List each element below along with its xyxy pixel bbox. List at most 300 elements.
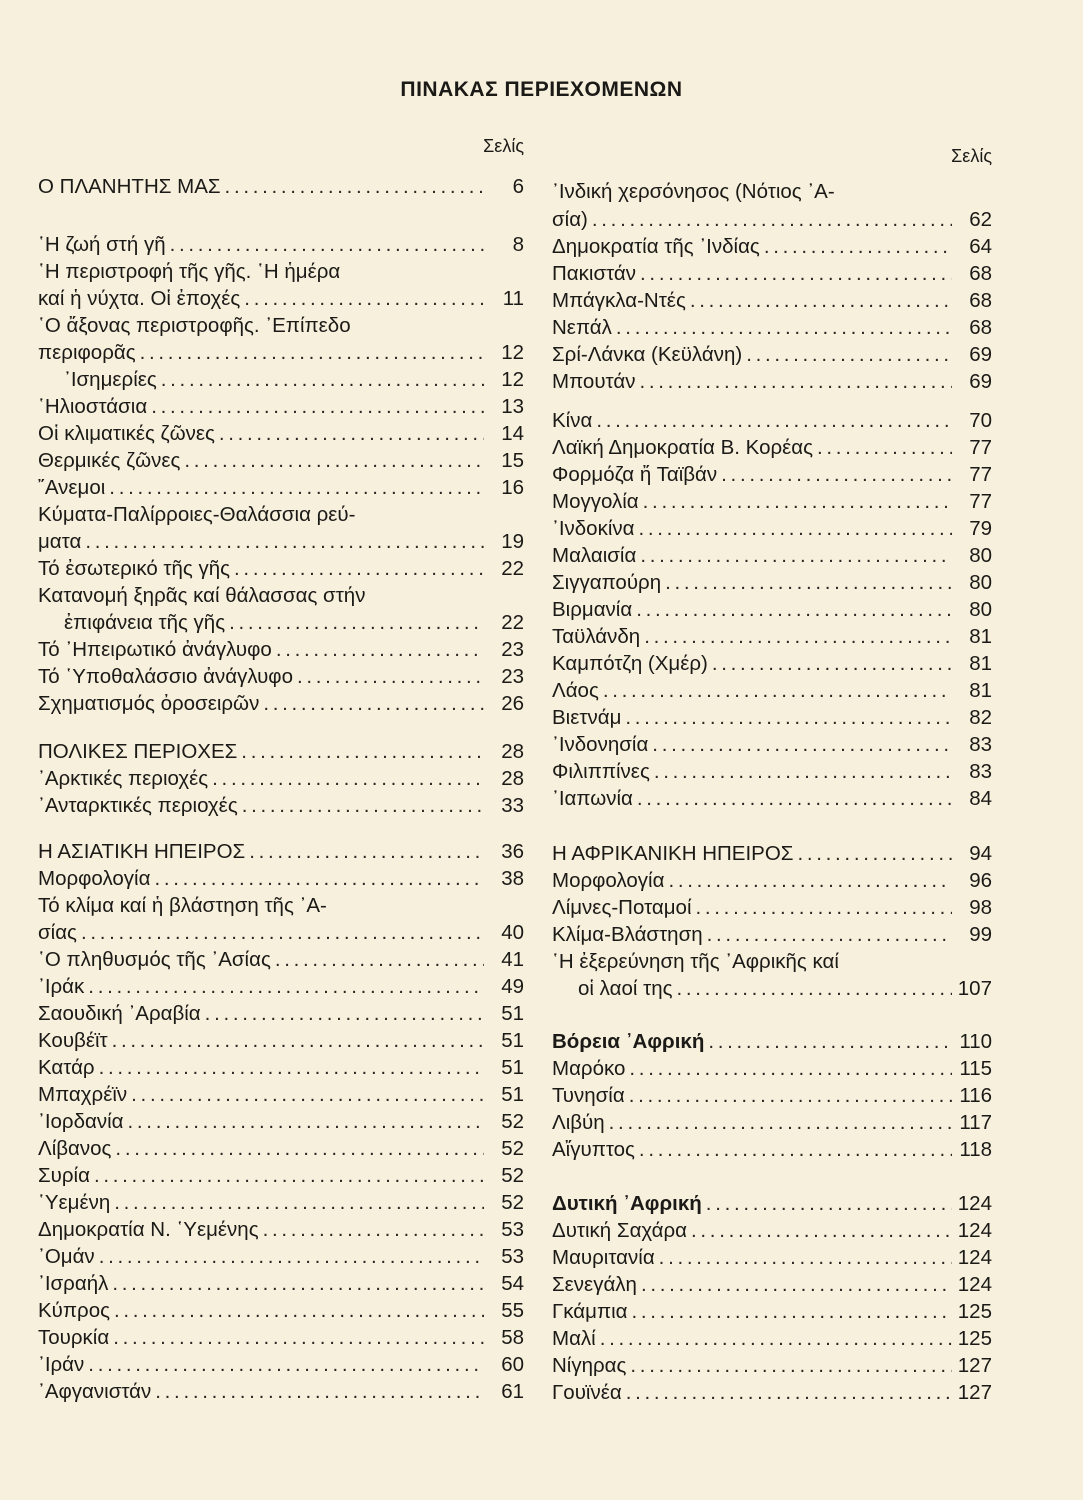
toc-entry bbox=[552, 679, 992, 703]
toc-entry-title: ᾿Ανταρκτικές περιοχές bbox=[38, 794, 238, 817]
dot-leader bbox=[632, 1300, 952, 1324]
toc-entry-title: ῾Η ζωή στή γῆ bbox=[38, 233, 166, 256]
toc-entry-title: Μογγολία bbox=[552, 490, 639, 513]
toc-entry bbox=[552, 463, 992, 487]
toc-entry-title: Κατάρ bbox=[38, 1056, 95, 1079]
page-column-header: Σελίς bbox=[951, 146, 992, 166]
toc-entry-title: Μαυριτανία bbox=[552, 1246, 655, 1269]
toc-entry-page: 96 bbox=[969, 869, 992, 892]
dot-leader bbox=[625, 706, 952, 730]
toc-entry-title: Βόρεια ᾿Αφρική bbox=[552, 1030, 705, 1053]
dot-leader bbox=[629, 1057, 952, 1081]
dot-leader bbox=[639, 517, 953, 541]
dot-leader bbox=[639, 370, 952, 394]
toc-entry-title: Σιγγαπούρη bbox=[552, 571, 662, 594]
toc-entry bbox=[38, 449, 524, 473]
toc-entry bbox=[552, 517, 992, 541]
toc-entry bbox=[38, 557, 524, 581]
toc-entry bbox=[552, 571, 992, 595]
toc-entry-title: ᾿Ισημερίες bbox=[64, 368, 157, 391]
toc-entry-page: 124 bbox=[957, 1273, 992, 1296]
toc-entry-page: 60 bbox=[501, 1353, 524, 1376]
toc-entry-title: ᾿Ινδοκίνα bbox=[552, 517, 635, 540]
dot-leader bbox=[154, 867, 484, 891]
toc-entry-title: οἱ λαοί της bbox=[578, 977, 673, 1000]
toc-entry-page: 40 bbox=[501, 921, 524, 944]
toc-entry-title: Κίνα bbox=[552, 409, 593, 432]
toc-entry-title: Κουβέϊτ bbox=[38, 1029, 108, 1052]
toc-entry bbox=[38, 1164, 524, 1188]
toc-entry-page: 23 bbox=[501, 665, 524, 688]
toc-entry bbox=[38, 175, 524, 199]
toc-entry bbox=[38, 1299, 524, 1323]
toc-entry-title: ματα bbox=[38, 530, 82, 553]
toc-entry-title: Κύματα-Παλίρροιες-Θαλάσσια ρεύ- bbox=[38, 503, 356, 526]
toc-entry-page: 13 bbox=[501, 395, 524, 418]
toc-entry bbox=[38, 1218, 524, 1242]
toc-entry-title: ἐπιφάνεια τῆς γῆς bbox=[64, 611, 226, 634]
toc-entry-title: Μαλί bbox=[552, 1327, 596, 1350]
dot-leader bbox=[244, 287, 484, 311]
toc-entry-title: Νεπάλ bbox=[552, 316, 612, 339]
toc-entry-title: Γκάμπια bbox=[552, 1300, 628, 1323]
dot-leader bbox=[592, 208, 952, 232]
toc-entry-title: Καμπότζη (Χμέρ) bbox=[552, 652, 708, 675]
toc-entry bbox=[552, 1138, 992, 1162]
dot-leader bbox=[603, 679, 952, 703]
toc-entry bbox=[38, 287, 524, 311]
toc-entry-title: ῾Ηλιοστάσια bbox=[38, 395, 148, 418]
toc-entry-page: 81 bbox=[969, 625, 992, 648]
dot-leader bbox=[626, 1381, 952, 1405]
toc-entry-title: ῾Υεμένη bbox=[38, 1191, 111, 1214]
toc-entry bbox=[552, 787, 992, 811]
toc-entry-page: 12 bbox=[501, 341, 524, 364]
toc-entry bbox=[38, 530, 524, 554]
toc-entry-page: 84 bbox=[969, 787, 992, 810]
dot-leader bbox=[640, 262, 952, 286]
toc-entry-title: Βιρμανία bbox=[552, 598, 633, 621]
toc-entry bbox=[552, 977, 992, 1001]
dot-leader bbox=[643, 490, 952, 514]
dot-leader bbox=[640, 544, 952, 568]
toc-entry-page: 80 bbox=[969, 571, 992, 594]
toc-entry bbox=[552, 1030, 992, 1054]
toc-entry bbox=[38, 584, 524, 608]
toc-entry-title: Κλίμα-Βλάστηση bbox=[552, 923, 703, 946]
dot-leader bbox=[797, 842, 952, 866]
toc-entry-page: 38 bbox=[501, 867, 524, 890]
toc-entry-page: 70 bbox=[969, 409, 992, 432]
toc-entry bbox=[38, 611, 524, 635]
toc-entry-title: Φιλιππίνες bbox=[552, 760, 650, 783]
toc-entry bbox=[38, 1191, 524, 1215]
dot-leader bbox=[115, 1137, 484, 1161]
toc-entry-title: περιφορᾶς bbox=[38, 341, 136, 364]
toc-entry-title: Η ΑΦΡΙΚΑΝΙΚΗ ΗΠΕΙΡΟΣ bbox=[552, 842, 794, 865]
dot-leader bbox=[219, 422, 484, 446]
dot-leader bbox=[99, 1245, 484, 1269]
toc-entry bbox=[552, 598, 992, 622]
toc-entry bbox=[552, 235, 992, 259]
toc-entry-page: 28 bbox=[501, 740, 524, 763]
toc-entry-title: Μορφολογία bbox=[38, 867, 151, 890]
dot-leader bbox=[234, 557, 484, 581]
toc-entry-page: 117 bbox=[959, 1111, 992, 1134]
dot-leader bbox=[109, 476, 484, 500]
toc-entry bbox=[38, 503, 524, 527]
dot-leader bbox=[94, 1164, 484, 1188]
toc-entry-page: 52 bbox=[501, 1137, 524, 1160]
toc-entry-title: ῾Ο ἄξονας περιστροφῆς. ᾿Επίπεδο bbox=[38, 314, 351, 337]
dot-leader bbox=[155, 1380, 484, 1404]
toc-entry-page: 125 bbox=[957, 1327, 992, 1350]
toc-entry bbox=[38, 1002, 524, 1026]
toc-entry-title: Σαουδική ᾿Αραβία bbox=[38, 1002, 201, 1025]
toc-entry bbox=[38, 767, 524, 791]
toc-entry-page: 54 bbox=[501, 1272, 524, 1295]
toc-entry-page: 125 bbox=[957, 1300, 992, 1323]
toc-entry-page: 55 bbox=[501, 1299, 524, 1322]
dot-leader bbox=[708, 1030, 952, 1054]
toc-entry bbox=[552, 625, 992, 649]
toc-entry-page: 61 bbox=[501, 1380, 524, 1403]
toc-entry bbox=[552, 652, 992, 676]
toc-entry bbox=[38, 1380, 524, 1404]
toc-entry bbox=[552, 1354, 992, 1378]
toc-entry-page: 80 bbox=[969, 598, 992, 621]
dot-leader bbox=[241, 740, 484, 764]
dot-leader bbox=[242, 794, 484, 818]
toc-entry-title: Σενεγάλη bbox=[552, 1273, 637, 1296]
dot-leader bbox=[212, 767, 484, 791]
dot-leader bbox=[276, 638, 484, 662]
toc-entry bbox=[38, 260, 524, 284]
dot-leader bbox=[639, 1138, 952, 1162]
toc-entry bbox=[38, 314, 524, 338]
toc-entry-page: 64 bbox=[969, 235, 992, 258]
toc-entry bbox=[38, 1056, 524, 1080]
toc-entry bbox=[552, 1057, 992, 1081]
toc-entry bbox=[552, 409, 992, 433]
toc-entry bbox=[38, 840, 524, 864]
toc-entry bbox=[552, 1381, 992, 1405]
toc-entry bbox=[38, 1353, 524, 1377]
dot-leader bbox=[637, 787, 952, 811]
toc-entry-page: 51 bbox=[501, 1083, 524, 1106]
toc-entry bbox=[552, 733, 992, 757]
toc-entry bbox=[38, 1083, 524, 1107]
toc-entry-page: 118 bbox=[959, 1138, 992, 1161]
toc-entry-title: ῎Ανεμοι bbox=[38, 476, 106, 499]
toc-entry bbox=[552, 1111, 992, 1135]
toc-entry-title: Μορφολογία bbox=[552, 869, 665, 892]
dot-leader bbox=[205, 1002, 484, 1026]
toc-entry-page: 107 bbox=[957, 977, 992, 1000]
toc-entry-title: Γουϊνέα bbox=[552, 1381, 622, 1404]
toc-entry bbox=[38, 422, 524, 446]
toc-entry-title: σία) bbox=[552, 208, 588, 231]
dot-leader bbox=[712, 652, 952, 676]
toc-entry-page: 68 bbox=[969, 289, 992, 312]
toc-entry bbox=[552, 706, 992, 730]
toc-entry-title: ΠΟΛΙΚΕΣ ΠΕΡΙΟΧΕΣ bbox=[38, 740, 238, 763]
dot-leader bbox=[659, 1246, 952, 1270]
toc-entry bbox=[552, 544, 992, 568]
dot-leader bbox=[112, 1272, 484, 1296]
toc-entry-title: Λίμνες-Ποταμοί bbox=[552, 896, 692, 919]
toc-entry-title: Η ΑΣΙΑΤΙΚΗ ΗΠΕΙΡΟΣ bbox=[38, 840, 246, 863]
toc-entry-title: Οἱ κλιματικές ζῶνες bbox=[38, 422, 215, 445]
toc-entry bbox=[552, 760, 992, 784]
toc-entry-title: Τουρκία bbox=[38, 1326, 110, 1349]
toc-entry bbox=[552, 869, 992, 893]
toc-entry-page: 68 bbox=[969, 316, 992, 339]
toc-entry-page: 83 bbox=[969, 760, 992, 783]
toc-entry bbox=[552, 1192, 992, 1216]
dot-leader bbox=[706, 1192, 952, 1216]
dot-leader bbox=[263, 692, 484, 716]
toc-entry-page: 83 bbox=[969, 733, 992, 756]
dot-leader bbox=[746, 343, 952, 367]
toc-entry-title: Σρί-Λάνκα (Κεϋλάνη) bbox=[552, 343, 743, 366]
dot-leader bbox=[140, 341, 484, 365]
toc-entry bbox=[552, 208, 992, 232]
toc-entry-page: 68 bbox=[969, 262, 992, 285]
toc-entry-page: 22 bbox=[501, 611, 524, 634]
toc-entry-page: 94 bbox=[969, 842, 992, 865]
toc-entry-title: Βιετνάμ bbox=[552, 706, 622, 729]
toc-entry bbox=[38, 476, 524, 500]
toc-entry bbox=[38, 1326, 524, 1350]
toc-entry-title: ᾿Αφγανιστάν bbox=[38, 1380, 152, 1403]
toc-entry bbox=[38, 638, 524, 662]
toc-entry-page: 53 bbox=[501, 1218, 524, 1241]
toc-entry-page: 77 bbox=[969, 463, 992, 486]
toc-entry-page: 82 bbox=[969, 706, 992, 729]
toc-entry bbox=[38, 368, 524, 392]
toc-entry bbox=[38, 948, 524, 972]
toc-entry bbox=[38, 1137, 524, 1161]
toc-entry-page: 8 bbox=[512, 233, 524, 256]
toc-entry-page: 52 bbox=[501, 1191, 524, 1214]
toc-entry bbox=[552, 842, 992, 866]
dot-leader bbox=[707, 923, 952, 947]
dot-leader bbox=[88, 1353, 484, 1377]
toc-entry-title: Τό ἐσωτερικό τῆς γῆς bbox=[38, 557, 231, 580]
toc-entry-title: ᾿Ισραήλ bbox=[38, 1272, 109, 1295]
dot-leader bbox=[764, 235, 952, 259]
toc-entry bbox=[38, 665, 524, 689]
toc-entry bbox=[552, 316, 992, 340]
toc-entry-page: 33 bbox=[501, 794, 524, 817]
dot-leader bbox=[249, 840, 484, 864]
toc-entry-page: 14 bbox=[501, 422, 524, 445]
toc-entry-page: 16 bbox=[501, 476, 524, 499]
toc-entry-page: 23 bbox=[501, 638, 524, 661]
toc-entry-title: Φορμόζα ἤ Ταϊβάν bbox=[552, 463, 718, 486]
toc-entry-title: Τό κλίμα καί ἡ βλάστηση τῆς ᾿Α- bbox=[38, 894, 327, 917]
dot-leader bbox=[654, 760, 952, 784]
toc-entry-page: 28 bbox=[501, 767, 524, 790]
toc-entry bbox=[552, 343, 992, 367]
toc-entry-page: 41 bbox=[501, 948, 524, 971]
dot-leader bbox=[99, 1056, 484, 1080]
dot-leader bbox=[128, 1110, 484, 1134]
toc-entry bbox=[552, 1084, 992, 1108]
toc-entry bbox=[552, 923, 992, 947]
toc-entry bbox=[552, 262, 992, 286]
dot-leader bbox=[88, 975, 484, 999]
toc-entry bbox=[38, 1272, 524, 1296]
toc-entry-title: Κατανομή ξηρᾶς καί θάλασσας στήν bbox=[38, 584, 366, 607]
toc-entry bbox=[38, 975, 524, 999]
dot-leader bbox=[81, 921, 484, 945]
toc-entry-title: ᾿Ομάν bbox=[38, 1245, 95, 1268]
toc-entry-page: 79 bbox=[969, 517, 992, 540]
toc-entry-title: ῾Η ἐξερεύνηση τῆς ᾿Αφρικῆς καί bbox=[552, 950, 839, 973]
dot-leader bbox=[275, 948, 484, 972]
toc-entry-title: καί ἡ νύχτα. Οἱ ἐποχές bbox=[38, 287, 241, 310]
dot-leader bbox=[600, 1327, 952, 1351]
dot-leader bbox=[691, 1219, 952, 1243]
toc-entry-title: Ταϋλάνδη bbox=[552, 625, 641, 648]
toc-entry bbox=[38, 1245, 524, 1269]
toc-entry-title: Τό ᾿Ηπειρωτικό ἀνάγλυφο bbox=[38, 638, 272, 661]
dot-leader bbox=[629, 1084, 952, 1108]
dot-leader bbox=[596, 409, 952, 433]
toc-entry-page: 127 bbox=[957, 1354, 992, 1377]
toc-entry-title: ᾿Ινδική χερσόνησος (Νότιος ᾿Α- bbox=[552, 180, 835, 203]
page-column-header: Σελίς bbox=[483, 136, 524, 156]
toc-entry-title: Τό ῾Υποθαλάσσιο ἀνάγλυφο bbox=[38, 665, 293, 688]
toc-entry-page: 115 bbox=[959, 1057, 992, 1080]
toc-entry-title: Ο ΠΛΑΝΗΤΗΣ ΜΑΣ bbox=[38, 175, 221, 198]
dot-leader bbox=[696, 896, 953, 920]
toc-entry-page: 77 bbox=[969, 490, 992, 513]
dot-leader bbox=[263, 1218, 484, 1242]
toc-entry bbox=[38, 395, 524, 419]
toc-entry-page: 22 bbox=[501, 557, 524, 580]
dot-leader bbox=[297, 665, 484, 689]
toc-entry-page: 6 bbox=[512, 175, 524, 198]
toc-entry bbox=[552, 180, 992, 204]
toc-entry-title: σίας bbox=[38, 921, 77, 944]
toc-entry bbox=[552, 370, 992, 394]
toc-entry-title: ᾿Ιράν bbox=[38, 1353, 85, 1376]
toc-entry bbox=[38, 692, 524, 716]
toc-entry-page: 52 bbox=[501, 1110, 524, 1133]
toc-entry-title: Συρία bbox=[38, 1164, 90, 1187]
dot-leader bbox=[184, 449, 484, 473]
dot-leader bbox=[151, 395, 484, 419]
toc-entry bbox=[38, 233, 524, 257]
toc-entry bbox=[38, 1029, 524, 1053]
toc-entry-title: Τυνησία bbox=[552, 1084, 625, 1107]
dot-leader bbox=[676, 977, 951, 1001]
toc-entry-page: 110 bbox=[959, 1030, 992, 1053]
toc-entry-page: 81 bbox=[969, 679, 992, 702]
dot-leader bbox=[113, 1326, 484, 1350]
toc-entry bbox=[38, 740, 524, 764]
toc-entry bbox=[38, 1110, 524, 1134]
toc-entry-page: 51 bbox=[501, 1056, 524, 1079]
dot-leader bbox=[170, 233, 484, 257]
toc-entry-title: Μπουτάν bbox=[552, 370, 636, 393]
dot-leader bbox=[690, 289, 952, 313]
toc-entry-page: 124 bbox=[957, 1219, 992, 1242]
toc-entry-title: Μαλαισία bbox=[552, 544, 637, 567]
toc-entry-page: 36 bbox=[501, 840, 524, 863]
toc-entry bbox=[552, 1246, 992, 1270]
dot-leader bbox=[641, 1273, 952, 1297]
dot-leader bbox=[229, 611, 484, 635]
toc-entry bbox=[552, 1219, 992, 1243]
toc-entry-title: Αἴγυπτος bbox=[552, 1138, 635, 1161]
toc-entry-page: 53 bbox=[501, 1245, 524, 1268]
toc-entry bbox=[38, 894, 524, 918]
dot-leader bbox=[721, 463, 952, 487]
toc-entry-title: ῾Ο πληθυσμός τῆς ᾿Ασίας bbox=[38, 948, 271, 971]
toc-entry-title: ᾿Αρκτικές περιοχές bbox=[38, 767, 209, 790]
page-title: ΠΙΝΑΚΑΣ ΠΕΡΙΕΧΟΜΕΝΩΝ bbox=[400, 78, 683, 101]
dot-leader bbox=[85, 530, 484, 554]
dot-leader bbox=[609, 1111, 952, 1135]
toc-entry-title: Δυτική ᾿Αφρική bbox=[552, 1192, 702, 1215]
toc-entry-title: ῾Η περιστροφή τῆς γῆς. ῾Η ἡμέρα bbox=[38, 260, 341, 283]
toc-entry-title: Δημοκρατία Ν. ῾Υεμένης bbox=[38, 1218, 259, 1241]
toc-entry-title: Θερμικές ζῶνες bbox=[38, 449, 181, 472]
toc-entry-title: Μπάγκλα-Ντές bbox=[552, 289, 686, 312]
toc-entry-page: 124 bbox=[957, 1192, 992, 1215]
toc-entry-page: 12 bbox=[501, 368, 524, 391]
toc-entry-page: 69 bbox=[969, 370, 992, 393]
toc-entry-title: Δημοκρατία τῆς ᾿Ινδίας bbox=[552, 235, 760, 258]
toc-entry-title: Λάος bbox=[552, 679, 599, 702]
toc-entry-page: 116 bbox=[959, 1084, 992, 1107]
toc-entry-title: Λιβύη bbox=[552, 1111, 605, 1134]
toc-entry-title: Λαϊκή Δημοκρατία Β. Κορέας bbox=[552, 436, 814, 459]
toc-entry bbox=[552, 289, 992, 313]
toc-entry-page: 127 bbox=[957, 1381, 992, 1404]
dot-leader bbox=[131, 1083, 484, 1107]
toc-entry-page: 62 bbox=[969, 208, 992, 231]
toc-entry-title: Νίγηρας bbox=[552, 1354, 627, 1377]
toc-entry-page: 99 bbox=[969, 923, 992, 946]
toc-entry-page: 15 bbox=[501, 449, 524, 472]
toc-entry-title: Κύπρος bbox=[38, 1299, 110, 1322]
toc-entry-page: 51 bbox=[501, 1002, 524, 1025]
toc-entry bbox=[38, 341, 524, 365]
toc-entry-title: Δυτική Σαχάρα bbox=[552, 1219, 688, 1242]
toc-entry-title: ᾿Ιράκ bbox=[38, 975, 85, 998]
toc-entry-page: 124 bbox=[957, 1246, 992, 1269]
dot-leader bbox=[644, 625, 952, 649]
toc-entry-page: 19 bbox=[501, 530, 524, 553]
toc-entry-title: Πακιστάν bbox=[552, 262, 637, 285]
toc-entry-title: Σχηματισμός ὀροσειρῶν bbox=[38, 692, 260, 715]
dot-leader bbox=[665, 571, 952, 595]
toc-entry bbox=[38, 867, 524, 891]
dot-leader bbox=[114, 1191, 484, 1215]
toc-entry-page: 69 bbox=[969, 343, 992, 366]
toc-entry-page: 98 bbox=[969, 896, 992, 919]
toc-entry bbox=[552, 490, 992, 514]
toc-entry-page: 58 bbox=[501, 1326, 524, 1349]
toc-entry bbox=[552, 950, 992, 974]
toc-entry bbox=[38, 794, 524, 818]
toc-entry-title: Μαρόκο bbox=[552, 1057, 626, 1080]
